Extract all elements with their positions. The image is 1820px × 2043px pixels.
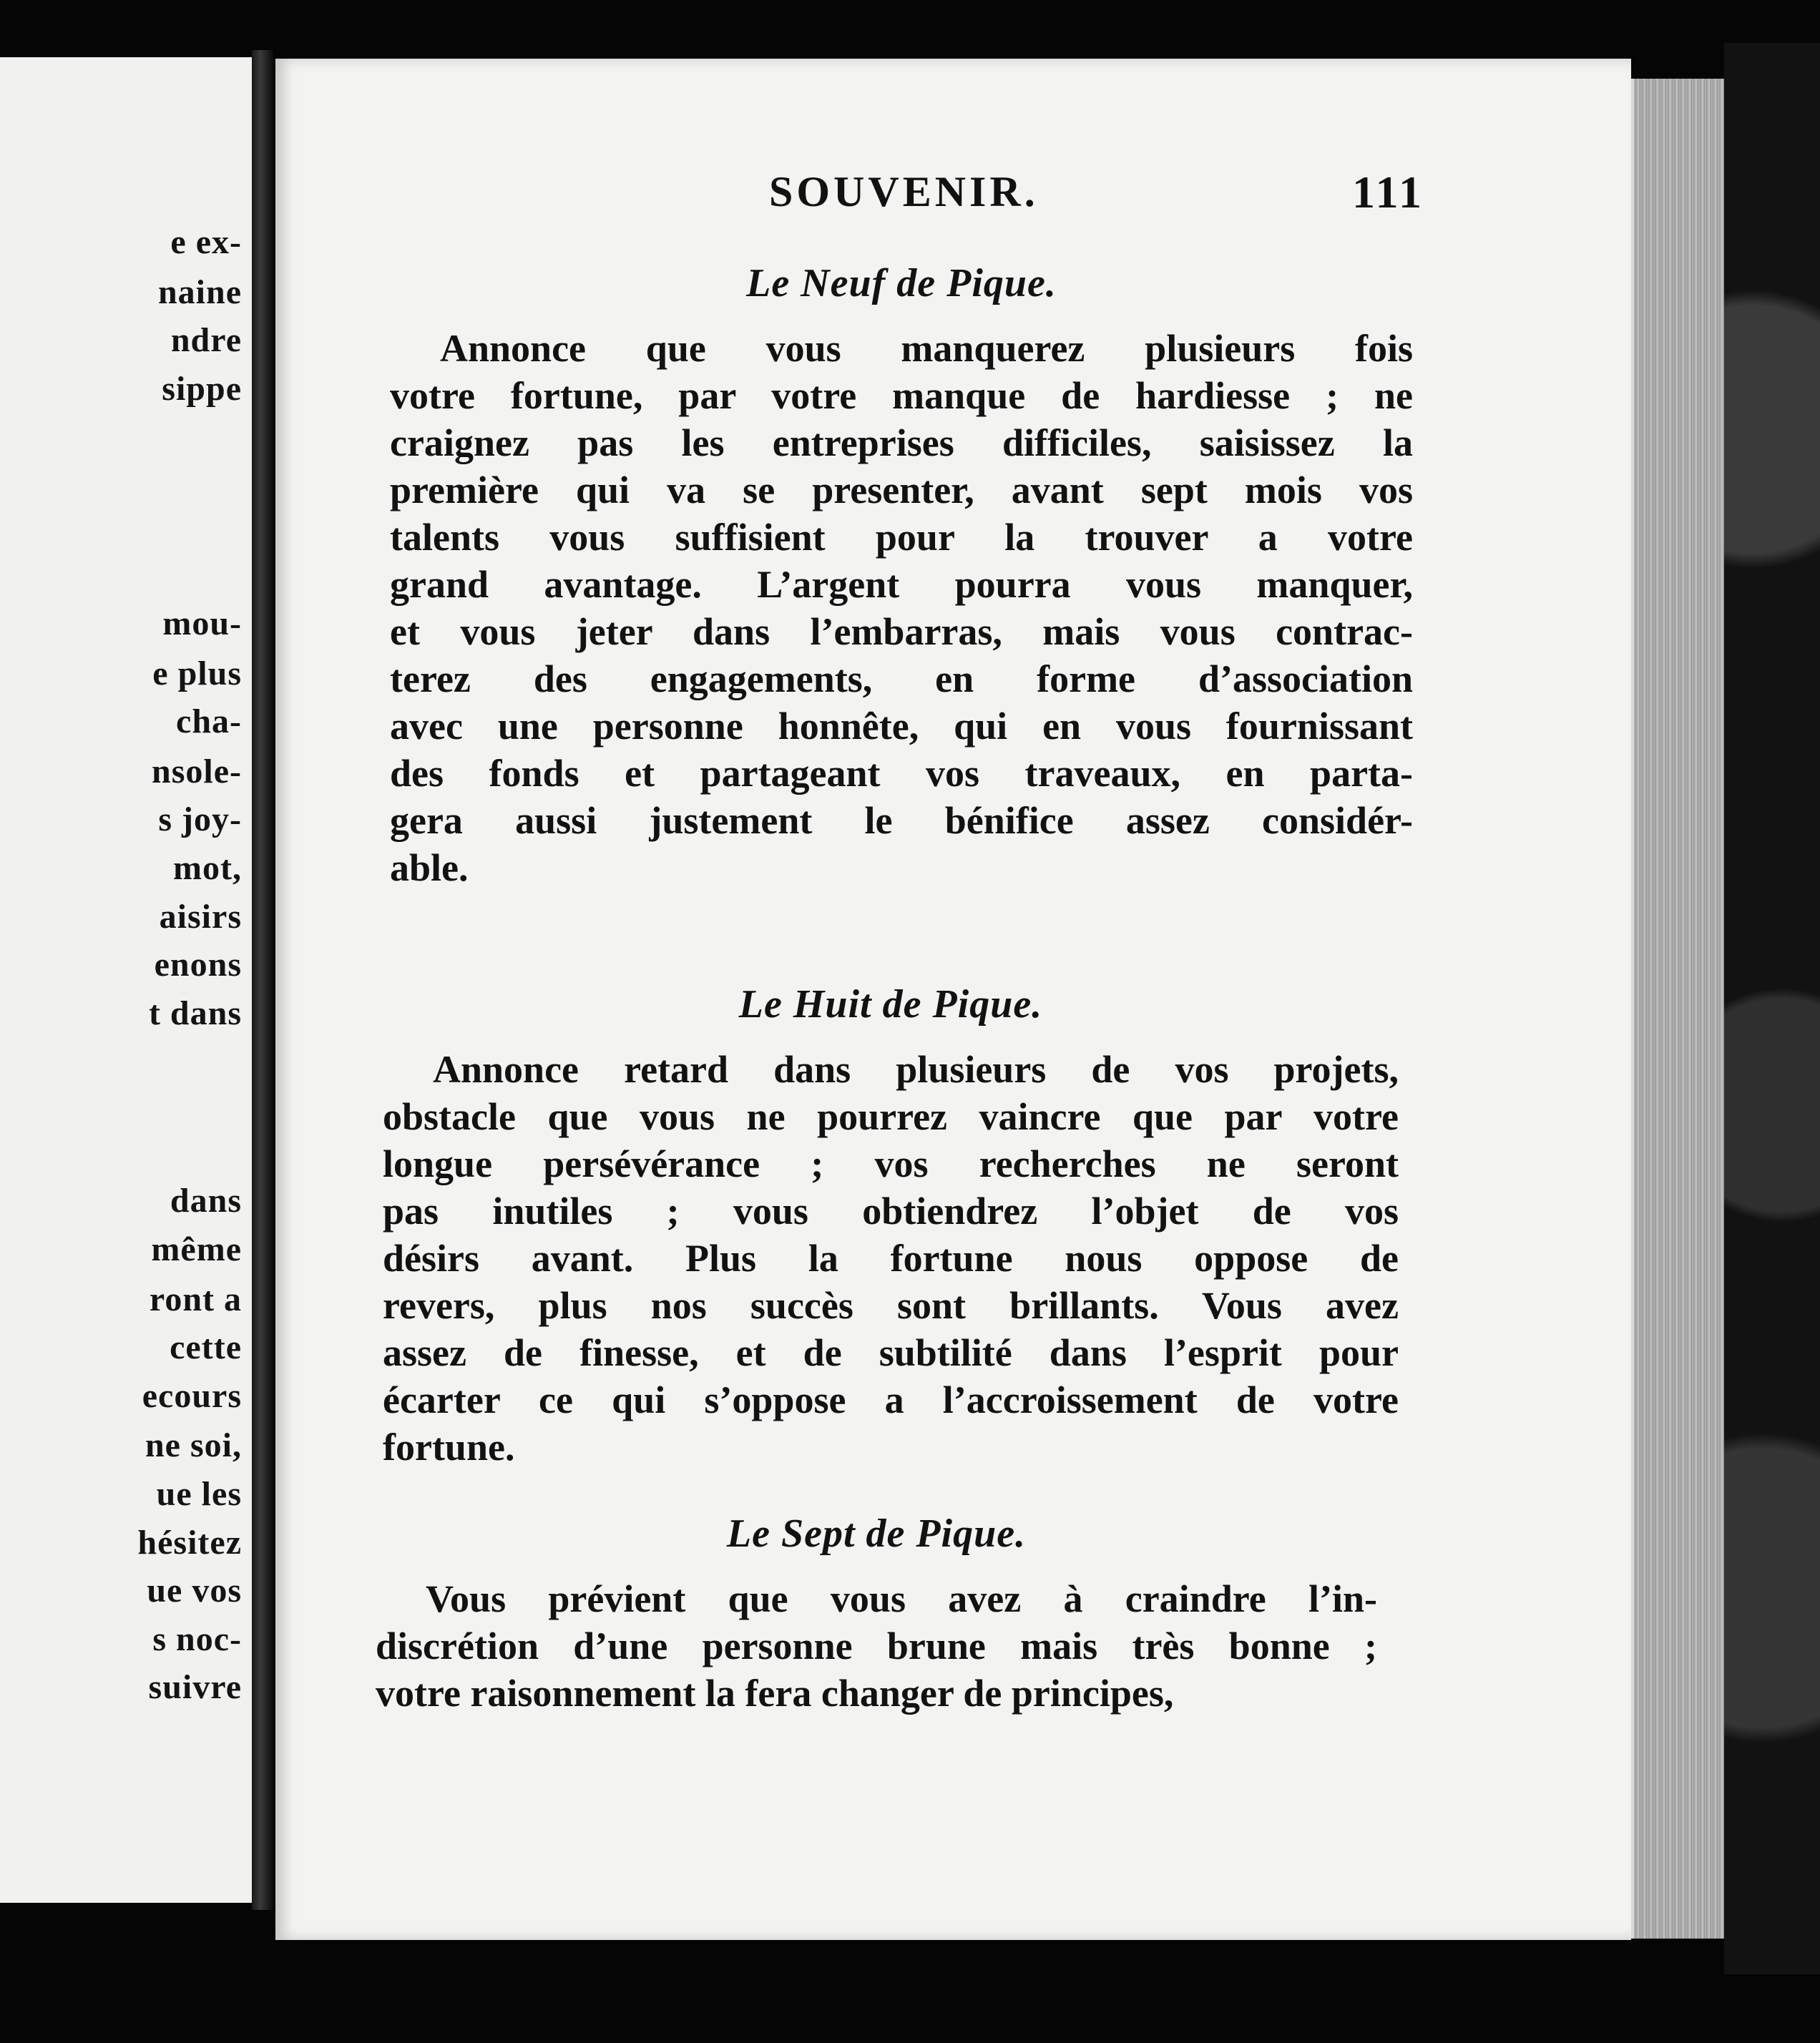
section-huit-de-pique (383, 981, 1399, 1471)
previous-page-fragment: s noc- (152, 1620, 242, 1658)
previous-page-fragment: dans (170, 1182, 242, 1220)
previous-page-fragment: sippe (162, 370, 242, 408)
section-title: Le Neuf de Pique. (746, 261, 1057, 305)
text-line: able. (390, 846, 469, 889)
previous-page-strip (0, 57, 252, 1903)
text-line: et vous jeter dans l’embarras, mais vous contrac- (390, 610, 1413, 653)
previous-page-fragment: naine (157, 273, 242, 311)
previous-page-fragment: ue les (156, 1475, 242, 1513)
previous-page-fragment: mot, (173, 849, 242, 887)
text-line: première qui va se presenter, avant sept mois vos (390, 469, 1413, 511)
text-line: talents vous suffisient pour la trouver a votre (390, 516, 1413, 559)
text-line: votre raisonnement la fera changer de principes, (376, 1672, 1174, 1715)
section-sept-de-pique (376, 1511, 1377, 1717)
text-line: revers, plus nos succès sont brillants. Vous avez (383, 1284, 1399, 1327)
text-line: Vous prévient que vous avez à craindre l’in- (426, 1577, 1377, 1620)
previous-page-fragment: s joy- (158, 800, 242, 838)
section-title: Le Huit de Pique. (738, 982, 1043, 1027)
page-number: 111 (1352, 167, 1424, 217)
previous-page-fragment: suivre (148, 1668, 242, 1706)
section-paragraph (376, 1575, 1377, 1717)
previous-page-fragment: nsole- (152, 753, 242, 790)
text-line: assez de finesse, et de subtilité dans l’esprit pour (383, 1331, 1399, 1374)
previous-page-fragment: cha- (176, 702, 242, 740)
page-edges (1631, 79, 1727, 1939)
previous-page-fragment: enons (154, 946, 242, 984)
section-paragraph (383, 1046, 1399, 1471)
text-line: des fonds et partageant vos traveaux, en parta- (390, 752, 1413, 795)
text-line: avec une personne honnête, qui en vous fournissant (390, 705, 1413, 748)
section-paragraph (390, 325, 1413, 891)
text-line: fortune. (383, 1426, 515, 1469)
book-cover-edge (1724, 43, 1820, 1974)
previous-page-fragment: ne soi, (145, 1426, 242, 1464)
text-line: pas inutiles ; vous obtiendrez l’objet de vos (383, 1190, 1399, 1233)
section-title: Le Sept de Pique. (726, 1512, 1027, 1556)
page-header (275, 167, 1631, 225)
section-neuf-de-pique (390, 260, 1413, 891)
text-line: discrétion d’une personne brune mais très bonne ; (376, 1625, 1377, 1667)
previous-page-fragment: t dans (148, 994, 242, 1032)
text-line: craignez pas les entreprises difficiles, saisissez la (390, 421, 1413, 464)
previous-page-fragment: ront a (149, 1280, 242, 1318)
previous-page-fragment: ecours (142, 1377, 242, 1415)
text-line: gera aussi justement le bénifice assez considér- (390, 799, 1413, 842)
text-line: terez des engagements, en forme d’association (390, 657, 1413, 700)
page (275, 59, 1631, 1940)
previous-page-fragment: cette (170, 1328, 242, 1366)
text-line: désirs avant. Plus la fortune nous oppose de (383, 1237, 1399, 1280)
previous-page-fragment: même (151, 1230, 242, 1268)
previous-page-fragment: hésitez (137, 1524, 242, 1562)
text-line: longue persévérance ; vos recherches ne seront (383, 1142, 1399, 1185)
text-line: votre fortune, par votre manque de hardiesse ; ne (390, 374, 1413, 417)
previous-page-fragment: aisirs (159, 898, 242, 936)
text-line: obstacle que vous ne pourrez vaincre que par votre (383, 1095, 1399, 1138)
previous-page-fragment: mou- (162, 604, 242, 642)
text-line: grand avantage. L’argent pourra vous manquer, (390, 563, 1413, 606)
running-head: SOUVENIR. (769, 168, 1039, 215)
previous-page-fragment: e ex- (170, 223, 242, 261)
book-gutter (252, 50, 273, 1910)
text-line: écarter ce qui s’oppose a l’accroissement de votre (383, 1378, 1399, 1421)
text-line: Annonce retard dans plusieurs de vos projets, (433, 1048, 1399, 1091)
text-line: Annonce que vous manquerez plusieurs fois (440, 327, 1413, 370)
previous-page-fragment: ue vos (147, 1572, 242, 1610)
previous-page-fragment: ndre (170, 321, 242, 359)
previous-page-fragment: e plus (152, 655, 242, 692)
